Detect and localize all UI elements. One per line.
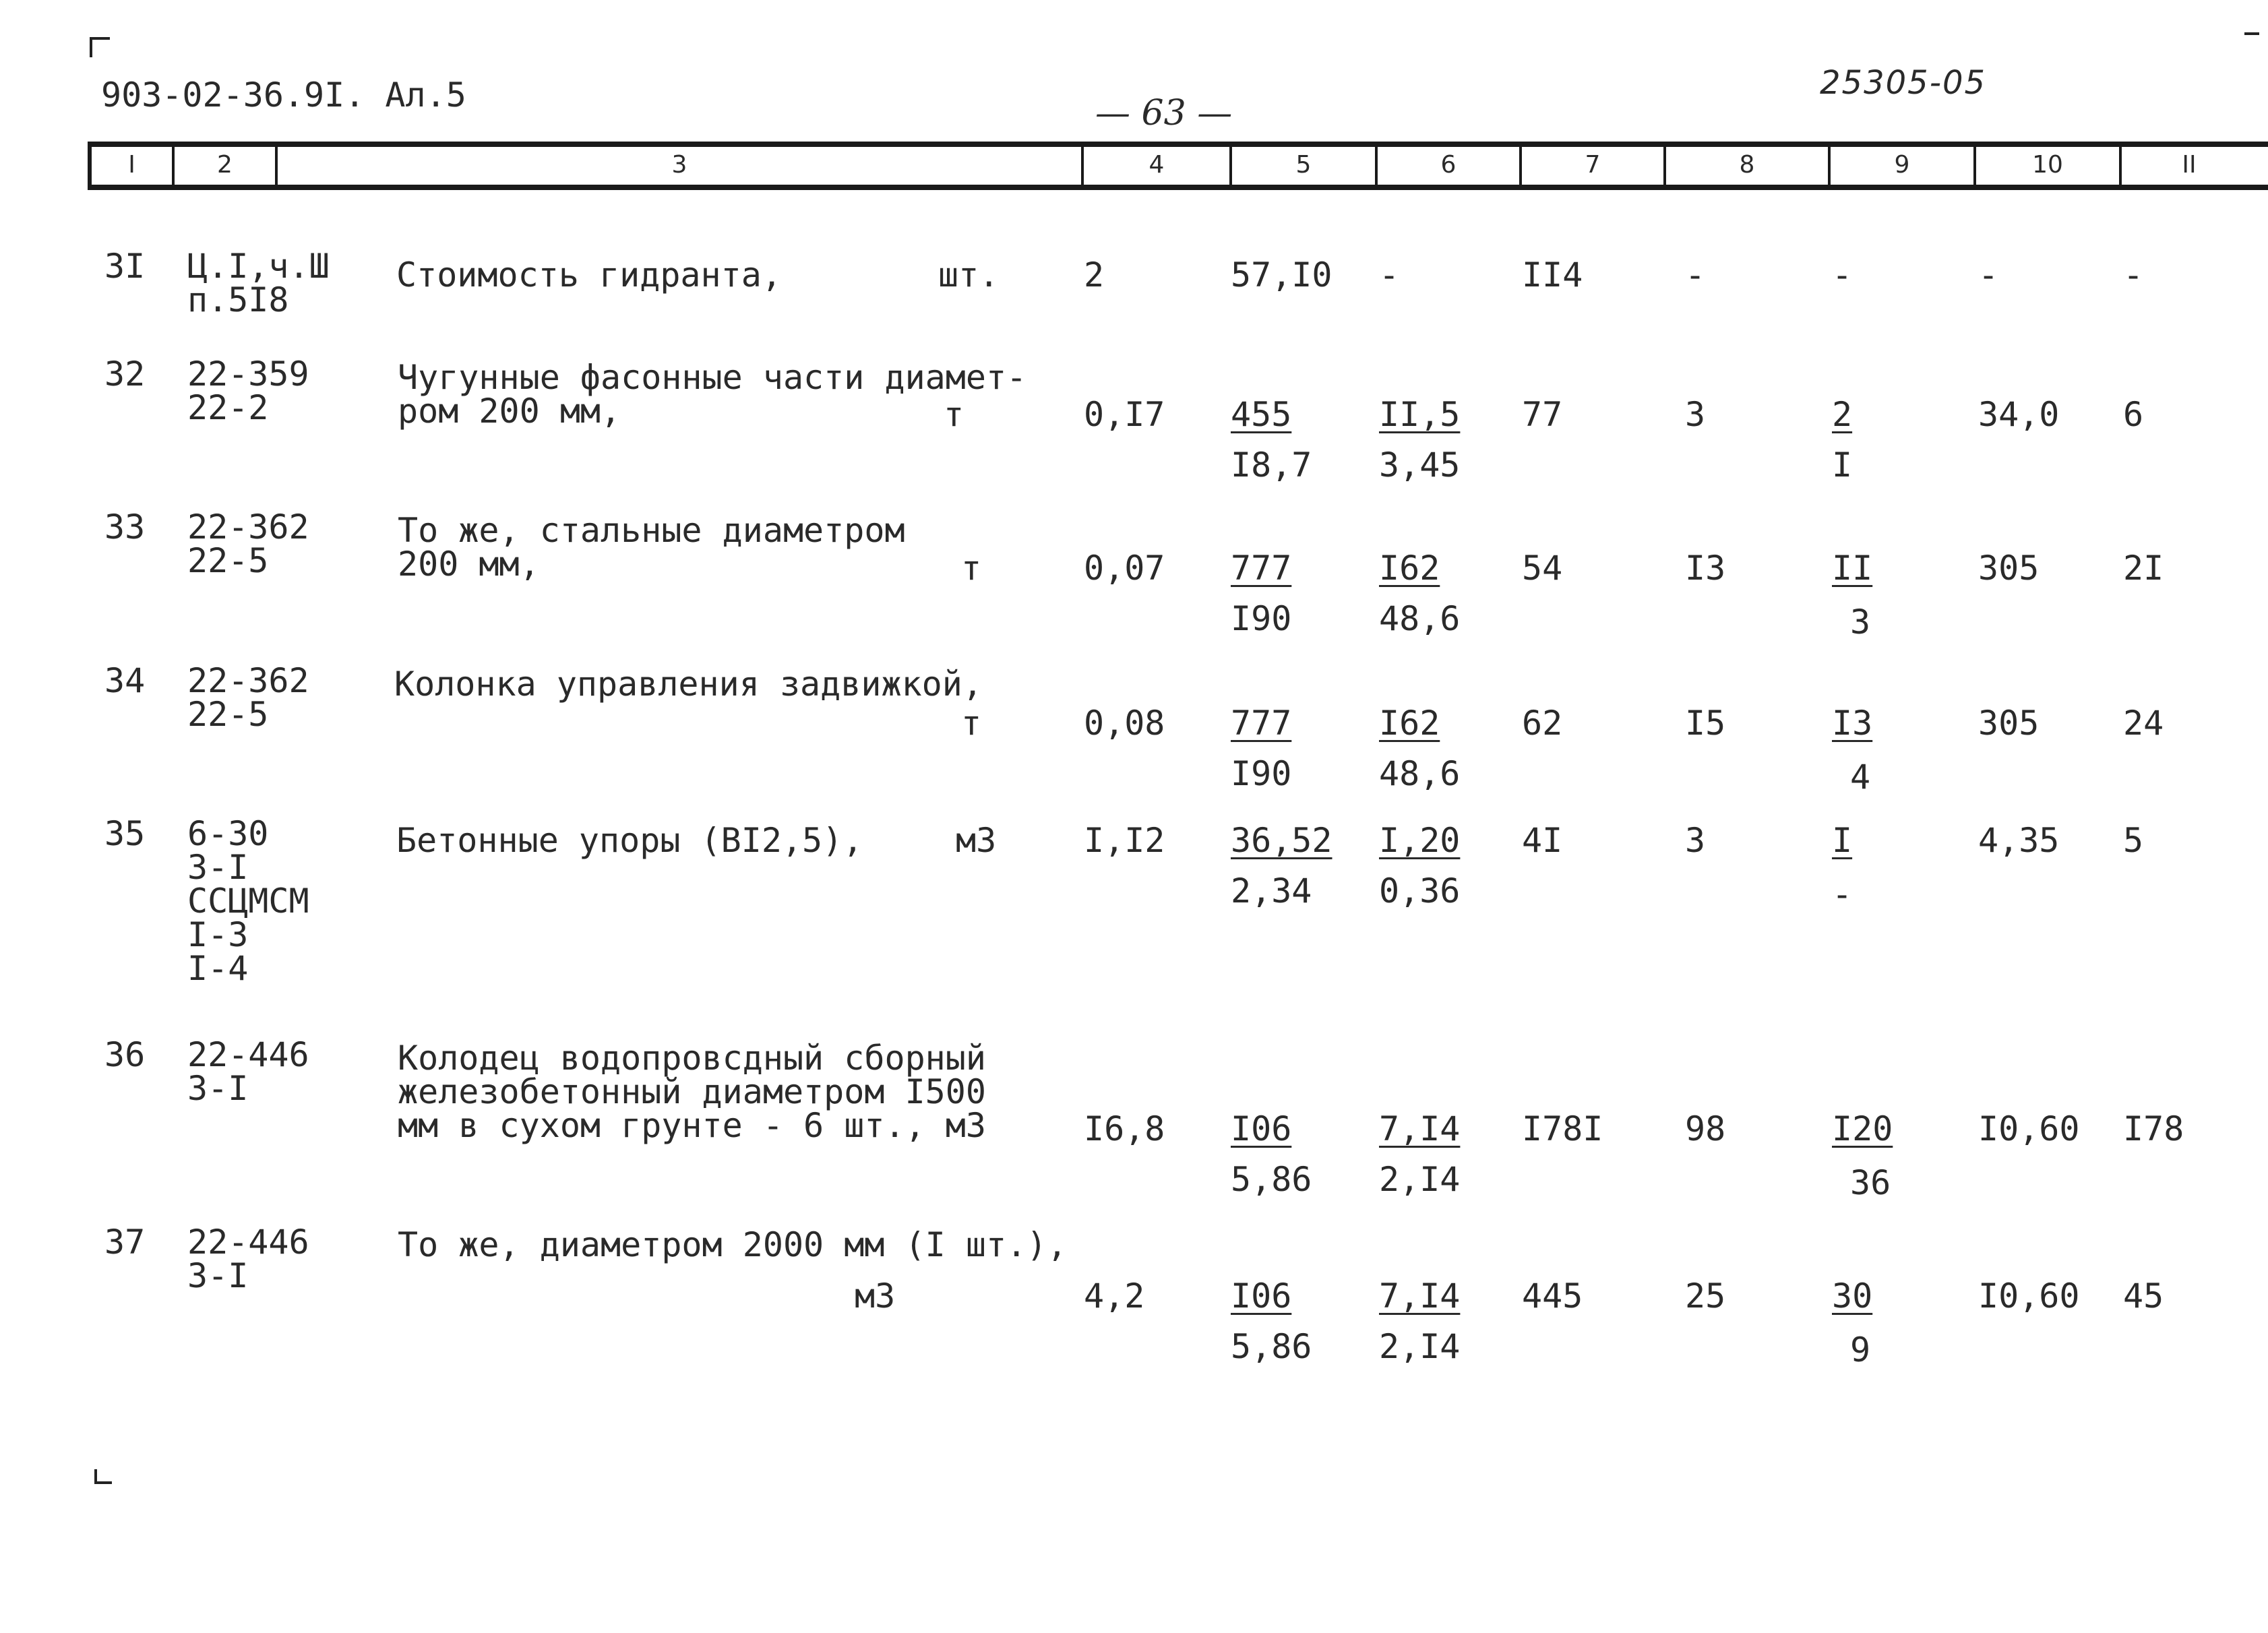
column-header-7: 7 [1585,151,1601,179]
machine-cost: I,20 [1379,821,1461,860]
labor-per-unit: 305 [1978,549,2040,588]
unit-cost: 777 [1231,704,1292,743]
machine-operation: - [1832,255,1853,295]
norm-code-line: I-3 [187,915,249,954]
machine-operation: I3 [1832,704,1873,743]
labor-per-unit: I0,60 [1978,1276,2080,1316]
machine-cost: 7,I4 [1379,1109,1461,1148]
work-description-line: То же, диаметром 2000 мм (I шт.), [398,1225,1068,1264]
labor-total: 45 [2123,1276,2164,1316]
machine-operation-wages: I [1832,445,1853,485]
machine-cost-wages: 0,36 [1379,871,1461,911]
machine-operation: II [1832,549,1873,588]
machine-cost-wages: 48,6 [1379,754,1461,793]
total-cost: 4I [1522,821,1563,860]
document-code: 903-02-36.9I. Ал.5 [101,75,466,115]
column-header-10: 10 [2032,151,2063,179]
machine-cost-wages: 3,45 [1379,445,1461,485]
machine-cost-wages: 2,I4 [1379,1327,1461,1366]
unit-cost: 36,52 [1231,821,1332,860]
labor-per-unit: I0,60 [1978,1109,2080,1148]
quantity: 0,I7 [1084,395,1165,434]
total-cost: 62 [1522,704,1563,743]
machine-cost: 7,I4 [1379,1276,1461,1316]
quantity: 4,2 [1084,1276,1145,1316]
row-number: 3I [104,247,146,286]
work-description-line: ром 200 мм, [398,392,621,431]
machine-operation-wages: 9 [1850,1330,1871,1369]
quantity: I,I2 [1084,821,1165,860]
labor-per-unit: 34,0 [1978,395,2060,434]
unit-cost: 777 [1231,549,1292,588]
total-wages: I5 [1685,704,1726,743]
machine-operation-wages: 3 [1850,603,1871,642]
column-header-6: 6 [1440,151,1457,179]
column-header-2: 2 [217,151,233,179]
norm-code-line: ССЦМСМ [187,882,309,921]
total-wages: 98 [1685,1109,1726,1148]
labor-total: 2I [2123,549,2164,588]
total-wages: I3 [1685,549,1726,588]
page-number: — 63 — [1095,93,1233,133]
total-wages: 3 [1685,395,1706,434]
unit-cost: I06 [1231,1276,1292,1316]
norm-code-line: п.5I8 [187,280,289,319]
work-description-line: Колонка управления задвижкой, [394,665,983,704]
wage-cost: - [1379,255,1400,295]
row-number: 36 [104,1035,146,1074]
machine-cost-wages: 48,6 [1379,599,1461,638]
unit-cost: 455 [1231,395,1292,434]
work-description-line: мм в сухом грунте - 6 шт., м3 [398,1106,986,1145]
norm-code-line: 22-446 [187,1223,309,1262]
total-wages: 25 [1685,1276,1726,1316]
norm-code-line: 3-I [187,848,249,887]
column-header-4: 4 [1148,151,1165,179]
row-number: 37 [104,1223,146,1262]
total-wages: 3 [1685,821,1706,860]
norm-code-line: 22-446 [187,1035,309,1074]
total-cost: 54 [1522,549,1563,588]
unit: т [961,549,982,588]
unit-cost-wages: 2,34 [1231,871,1312,911]
column-header-8: 8 [1739,151,1755,179]
row-number: 35 [104,814,146,853]
total-cost: 445 [1522,1276,1583,1316]
norm-code-line: 3-I [187,1069,249,1108]
work-description-line: железобетонный диаметром I500 [398,1072,986,1111]
quantity: I6,8 [1084,1109,1165,1148]
labor-per-unit: 4,35 [1978,821,2060,860]
labor-total: 6 [2123,395,2144,434]
machine-cost: I62 [1379,704,1440,743]
unit-cost-wages: 5,86 [1231,1327,1312,1366]
machine-operation-wages: 4 [1850,758,1871,797]
unit-cost: 57,I0 [1231,255,1332,295]
machine-cost: I62 [1379,549,1440,588]
machine-operation: I20 [1832,1109,1893,1148]
quantity: 2 [1084,255,1105,295]
quantity: 0,07 [1084,549,1165,588]
labor-per-unit: - [1978,255,1999,295]
row-number: 32 [104,355,146,394]
unit: т [961,704,982,743]
norm-code-line: 6-30 [187,814,269,853]
unit-cost-wages: I8,7 [1231,445,1312,485]
unit: м3 [855,1276,896,1316]
norm-code-line: 3-I [187,1256,249,1295]
total-cost: 77 [1522,395,1563,434]
corner-mark-top-left [90,37,110,57]
labor-per-unit: 305 [1978,704,2040,743]
norm-code-line: 22-362 [187,661,309,700]
labor-total: 24 [2123,704,2164,743]
archive-number: 25305-05 [1820,64,1987,102]
quantity: 0,08 [1084,704,1165,743]
total-cost: I78I [1522,1109,1603,1148]
machine-cost: II,5 [1379,395,1461,434]
unit-cost-wages: I90 [1231,599,1292,638]
row-number: 33 [104,507,146,547]
norm-code-line: I-4 [187,949,249,988]
column-header-9: 9 [1894,151,1910,179]
norm-code-line: 22-2 [187,388,269,427]
unit-cost-wages: 5,86 [1231,1160,1312,1199]
work-description-line: Бетонные упоры (ВI2,5), [396,821,863,860]
norm-code-line: 22-5 [187,541,269,580]
machine-cost-wages: 2,I4 [1379,1160,1461,1199]
column-header-3: 3 [671,151,687,179]
column-header-11: II [2182,151,2197,179]
unit: т [944,395,964,434]
machine-operation: 2 [1832,395,1853,434]
labor-total: - [2123,255,2144,295]
unit-cost-wages: I90 [1231,754,1292,793]
corner-mark-top-right [2244,32,2259,35]
work-description-line: Стоимость гидранта, [396,255,782,295]
column-header-5: 5 [1295,151,1312,179]
norm-code-line: 22-359 [187,355,309,394]
unit: шт. [938,255,1000,295]
machine-operation: I [1832,821,1853,860]
labor-total: I78 [2123,1109,2184,1148]
norm-code-line: 22-5 [187,695,269,734]
work-description-line: Чугунные фасонные части диамет- [398,358,1027,397]
work-description-line: 200 мм, [398,545,540,584]
machine-operation-wages: - [1832,875,1853,914]
work-description-line: То же, стальные диаметром [398,511,905,550]
machine-operation-wages: 36 [1850,1163,1891,1202]
total-wages: - [1685,255,1706,295]
total-cost: II4 [1522,255,1583,295]
corner-mark-bottom-left [94,1469,112,1484]
norm-code-line: 22-362 [187,507,309,547]
norm-code-line: Ц.I,ч.Ш [187,247,330,286]
work-description-line: Колодец водопровсдный сборный [398,1039,986,1078]
row-number: 34 [104,661,146,700]
column-header-1: I [128,151,135,179]
labor-total: 5 [2123,821,2144,860]
unit: м3 [956,821,997,860]
machine-operation: 30 [1832,1276,1873,1316]
unit-cost: I06 [1231,1109,1292,1148]
